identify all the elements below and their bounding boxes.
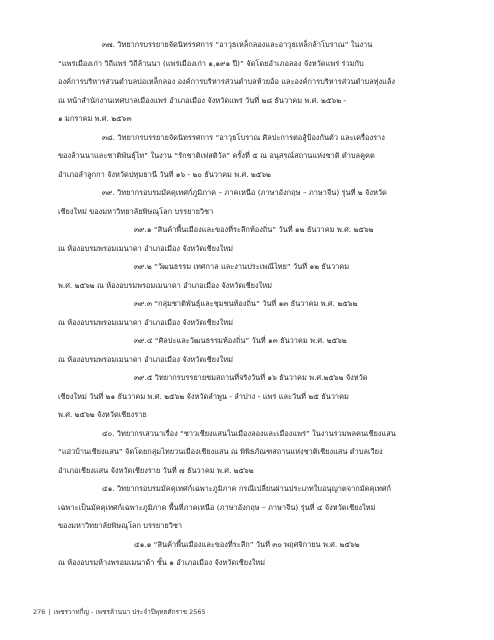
text-line: ๓๙.๓ “กลุ่มชาติพันธุ์และชุมชนท้องถิ่น” วันที่ ๑๓ ธันวาคม พ.ศ. ๒๕๖๒ xyxy=(134,299,358,308)
text-line: ๓๙.๑ “สินค้าพื้นเมืองและของที่ระลึกท้องถิ่น” วันที่ ๑๒ ธันวาคม พ.ศ. ๒๕๖๒ xyxy=(134,225,374,234)
text-line: ณ ห้องอบรมห้างพรอมเมนาด้า ชั้น ๑ อำเภอเมือง จังหวัดเชียงใหม่ xyxy=(58,558,266,567)
text-line: องค์การบริหารส่วนตำบลบ่อเหล็กลอง องค์การบริหารส่วนตำบลห้วยอ้อ และองค์การบริหารส่วนตำบลทุ่งแล้ง xyxy=(58,77,396,86)
text-line: ๔๑. วิทยากรอบรมมัคคุเทศก์เฉพาะภูมิภาค กรณีเปลี่ยนผ่านประเภทใบอนุญาตจากมัคคุเทศก์ xyxy=(102,484,392,493)
text-line: ของมหาวิทยาลัยพิษณุโลก บรรยายวิชา xyxy=(58,521,183,530)
footer-separator: | xyxy=(48,608,51,616)
document-body xyxy=(58,36,444,573)
text-line: “แพร่เมืองเก่า วิถีแพร่ วิถีล้านนา (แพร่เมืองเก่า ๑,๑๙๑ ปี)” จัดโดยอำเภอลอง จังหวัดแพร่ ร่วมกับ xyxy=(58,58,364,68)
text-line: อำเภอลำลูกกา จังหวัดปทุมธานี วันที่ ๑๖ - ๒๐ ธันวาคม พ.ศ. ๒๕๖๒ xyxy=(58,169,271,179)
publication-title: เพชรวาทกี่ญ - เพชรล้านนา ประจำปีพุทธศักราช 2565 xyxy=(53,608,206,616)
text-line: ณ หน้าสำนักงานเทศบาลเมืองแพร่ อำเภอเมือง จังหวัดแพร่ วันที่ ๒๘ ธันวาคม พ.ศ. ๒๕๖๒ - xyxy=(58,95,347,105)
text-line: เชียงใหม่ ของมหาวิทยาลัยพิษณุโลก บรรยายวิชา xyxy=(58,206,214,216)
text-line: “แอ่วบ้านเชียงแสน” จัดโดยกลุ่มไทยวนเมืองเชียงแสน ณ พิพิธภัณฑสถานแห่งชาติเชียงแสน ตำบลเวียง xyxy=(58,447,383,456)
text-line: ๔๐. วิทยากรเสวนาเรื่อง “ชาวเชียงแสนในเมืองลองและเมืองแพร่” ในงานรวมพลคนเชียงแสน xyxy=(102,428,396,438)
text-line: เชียงใหม่ วันที่ ๒๑ ธันวาคม พ.ศ. ๒๕๖๒ จังหวัดลำพูน - ลำปาง - แพร่ และวันที่ ๒๕ ธันวาคม xyxy=(58,391,349,401)
text-line: ๑ มกราคม พ.ศ. ๒๕๖๓ xyxy=(58,114,132,123)
text-line: ณ ห้องอบรมพรอมเมนาดา อำเภอเมือง จังหวัดเชียงใหม่ xyxy=(58,317,233,327)
text-line: ๓๙.๕ วิทยากรบรรยายชมสถานที่จริงวันที่ ๑๖ ธันวาคม พ.ศ.๒๕๖๒ จังหวัด xyxy=(134,373,368,382)
text-line: อำเภอเชียงแสน จังหวัดเชียงราย วันที่ ๗ ธันวาคม พ.ศ. ๒๕๖๒ xyxy=(58,465,254,475)
text-line: เฉพาะเป็นมัคคุเทศก์เฉพาะภูมิภาค พื้นที่ภาคเหนือ (ภาษาอังกฤษ – ภาษาจีน) รุ่นที่ ๔ จังหวัดเชียงใหม่ xyxy=(58,502,376,512)
text-line: ๓๗. วิทยากรบรรยายจัดนิทรรศการ “อาวุธเหล็กลองและอาวุธเหล็กล้าโบราณ” ในงาน xyxy=(102,40,373,49)
text-line: พ.ศ. ๒๕๖๒ ณ ห้องอบรมพรอมเมนาดา อำเภอเมือง จังหวัดเชียงใหม่ xyxy=(58,280,272,290)
text-line: ๓๙.๔ “ศิลปะและวัฒนธรรมท้องถิ่น” วันที่ ๑๓ ธันวาคม พ.ศ. ๒๕๖๒ xyxy=(134,336,347,345)
text-line: ๓๙. วิทยากรอบรมมัคคุเทศก์ภูมิภาค – ภาคเหนือ (ภาษาอังกฤษ – ภาษาจีน) รุ่นที่ ๒ จังหวัด xyxy=(102,188,387,197)
text-line: ๓๙.๒ “วัฒนธรรม เทศกาล และงานประเพณีไทย” วันที่ ๑๒ ธันวาคม xyxy=(134,262,350,271)
text-line: ๔๑.๑ “สินค้าพื้นเมืองและของที่ระลึก” วันที่ ๓๐ พฤศจิกายน พ.ศ. ๒๕๖๒ xyxy=(134,539,360,549)
page-number: 276 xyxy=(33,608,46,616)
text-line: ๓๘. วิทยากรบรรยายจัดนิทรรศการ “อาวุธโบราณ ศิลปะการต่อสู้ป้องกันตัว และเครื่องราง xyxy=(102,132,385,142)
text-line: ณ ห้องอบรมพรอมเมนาดา อำเภอเมือง จังหวัดเชียงใหม่ xyxy=(58,354,233,364)
text-line: พ.ศ. ๒๕๖๒ จังหวัดเชียงราย xyxy=(58,410,147,419)
page-footer xyxy=(33,607,206,617)
text-line: ของล้านนาและชาติพันธุ์ไท” ในงาน “รักชาติเฟสติวัล” ครั้งที่ ๕ ณ อนุสรณ์สถานแห่งชาติ ตำบลคูคต xyxy=(58,151,375,160)
text-line: ณ ห้องอบรมพรอมเมนาดา อำเภอเมือง จังหวัดเชียงใหม่ xyxy=(58,243,233,253)
